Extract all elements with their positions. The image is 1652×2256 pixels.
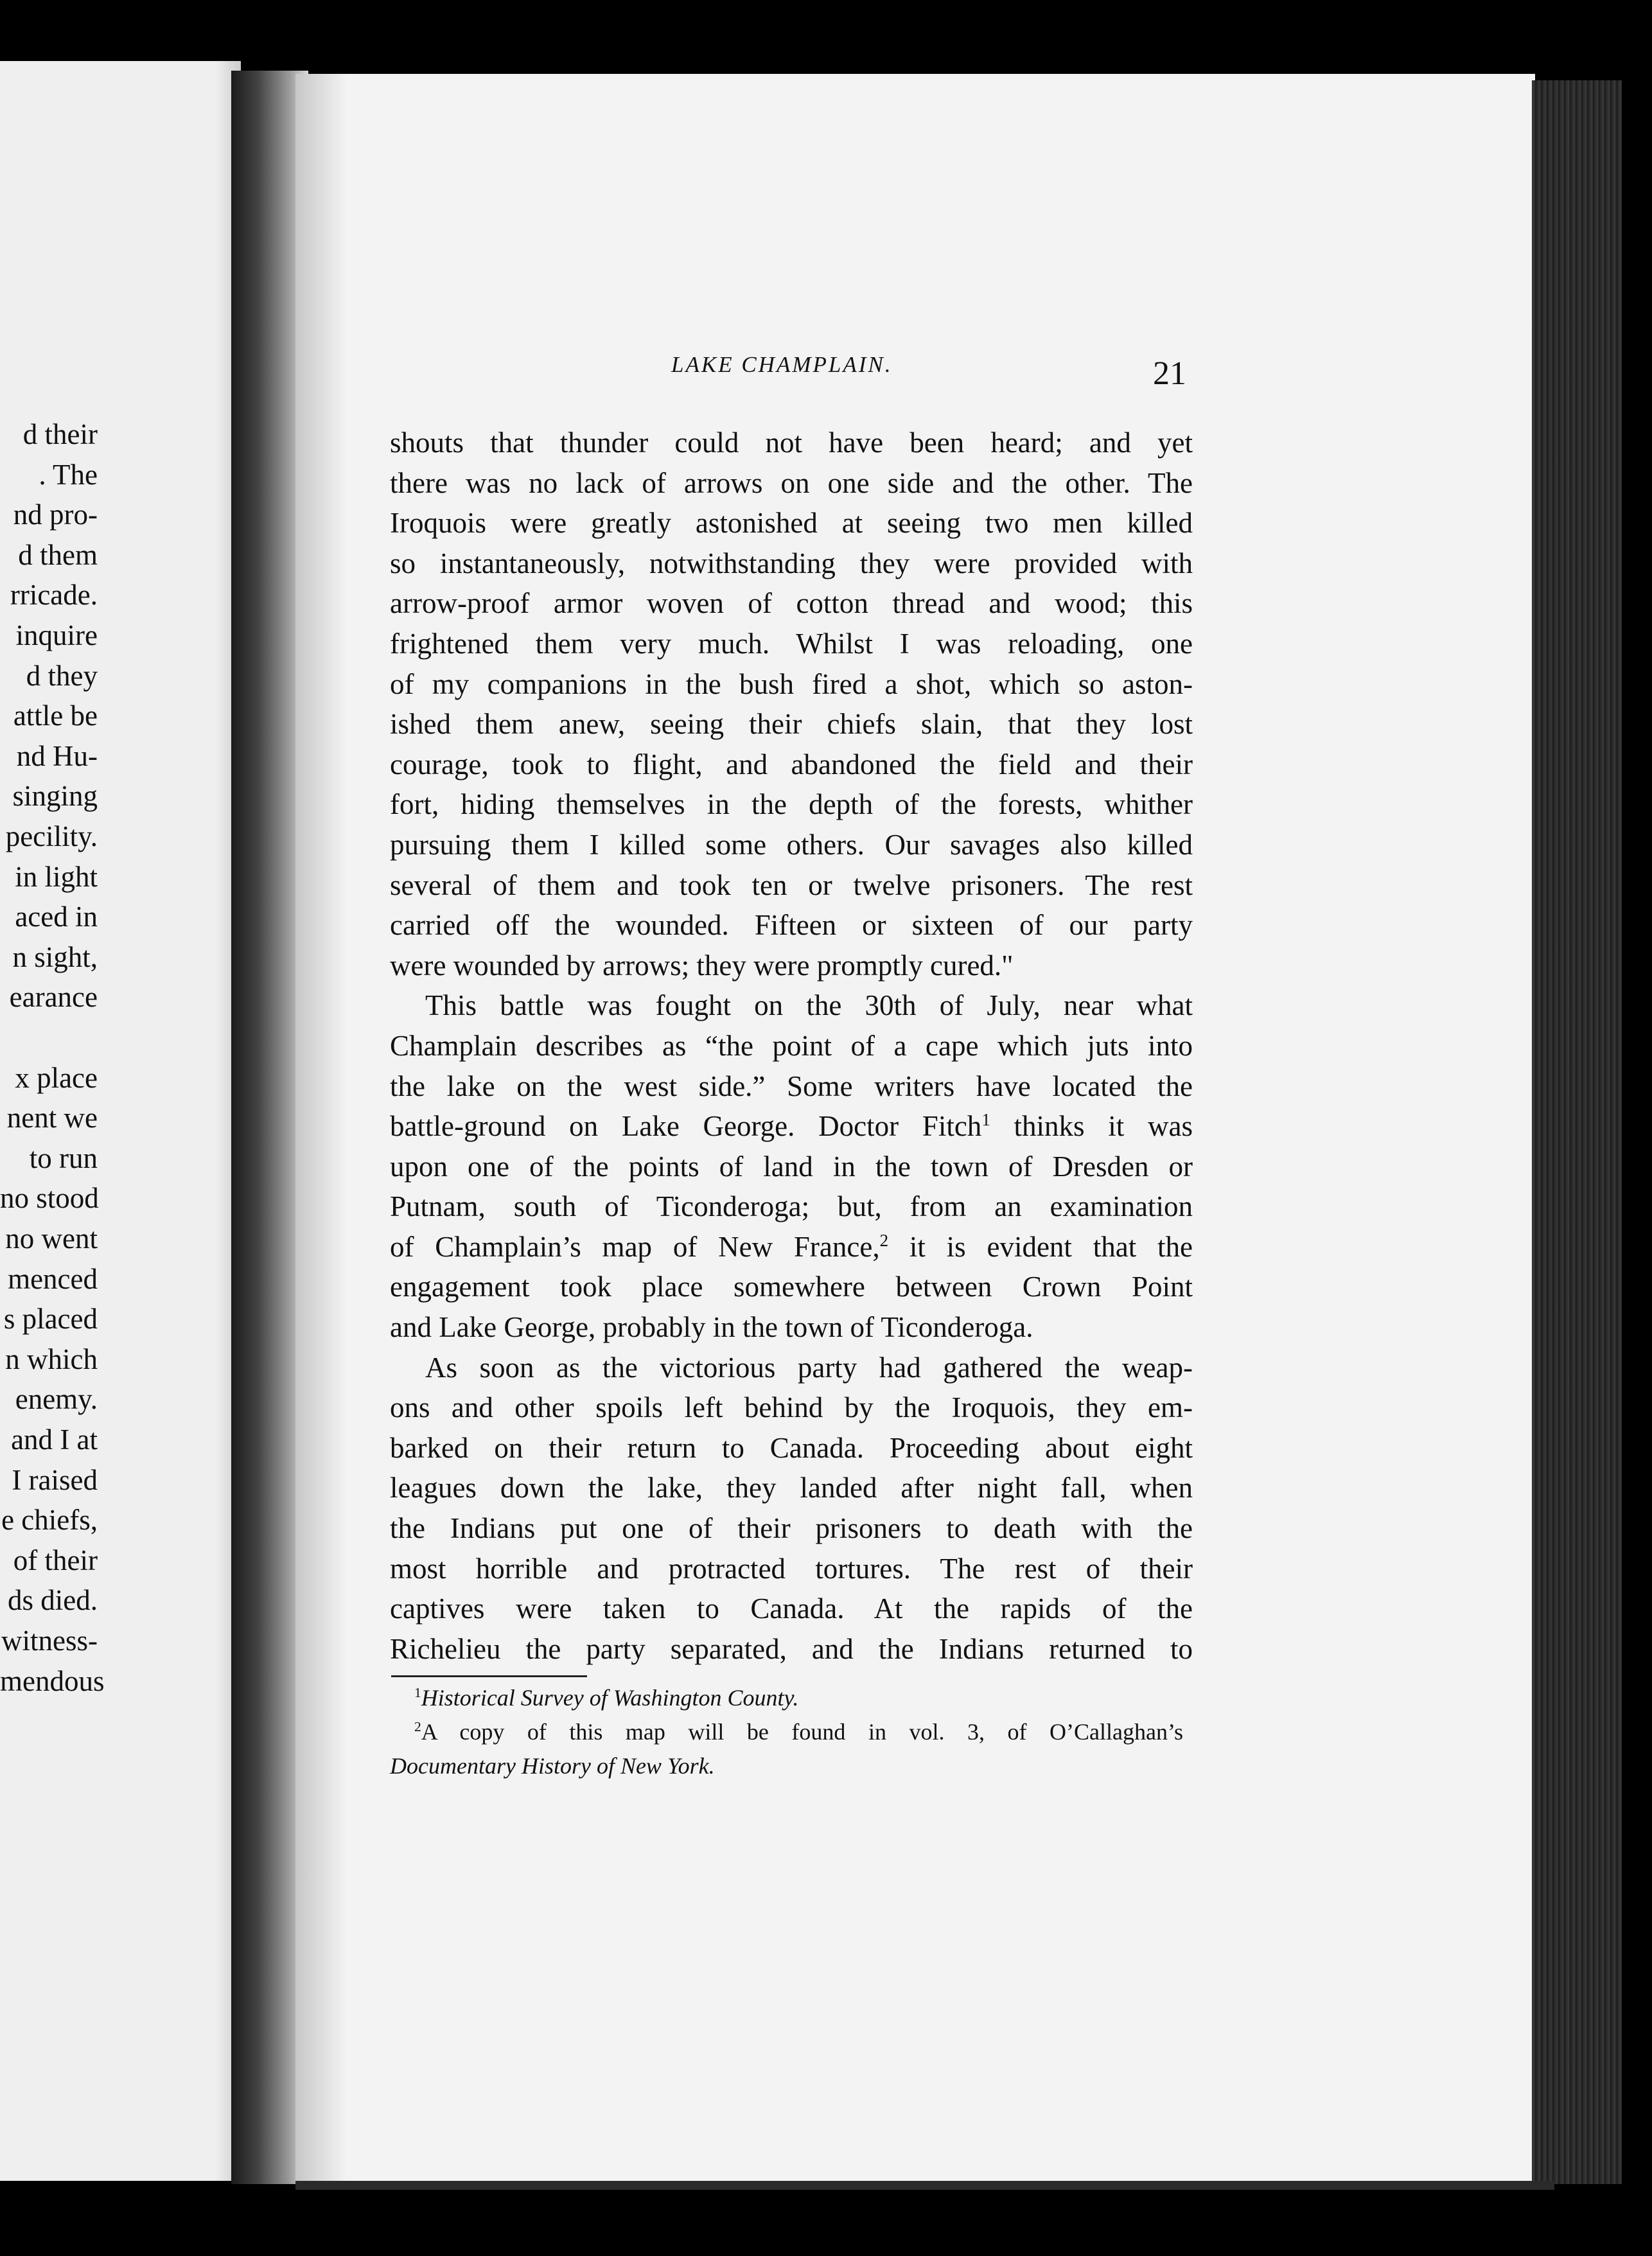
text-line: the lake on the west side.” Some writers have located the bbox=[390, 1070, 1193, 1102]
text-line: captives were taken to Canada. At the rapids of the bbox=[390, 1592, 1193, 1625]
previous-page-line-fragment: nd Hu- bbox=[16, 739, 98, 772]
previous-page-line-fragment: to run bbox=[29, 1141, 98, 1174]
previous-page-line-fragment: d their bbox=[22, 418, 98, 450]
previous-page-line-fragment: x place bbox=[15, 1061, 98, 1094]
page-number: 21 bbox=[1153, 355, 1186, 392]
previous-page-line-fragment: n sight, bbox=[12, 940, 98, 973]
text-line: the Indians put one of their prisoners to death with the bbox=[390, 1512, 1193, 1545]
previous-page-line-fragment: aced in bbox=[15, 901, 98, 933]
text-line: arrow-proof armor woven of cotton thread and wood; this bbox=[390, 587, 1193, 620]
previous-page-line-fragment: in light bbox=[15, 860, 98, 893]
text-line: Richelieu the party separated, and the Indians returned to bbox=[390, 1632, 1193, 1665]
text-line: of my companions in the bush fired a shot, which so aston- bbox=[390, 667, 1193, 700]
previous-page-line-fragment: enemy. bbox=[15, 1383, 98, 1416]
footnote-reference: 2 bbox=[879, 1230, 889, 1250]
text-line: barked on their return to Canada. Proceeding about eight bbox=[390, 1431, 1193, 1464]
footnote-reference: 1 bbox=[981, 1110, 990, 1130]
previous-page-line-fragment: attle be bbox=[13, 700, 98, 732]
footnote-1 bbox=[390, 1681, 1183, 1715]
text-line: leagues down the lake, they landed after night fall, when bbox=[390, 1472, 1193, 1504]
footnote-text: Historical Survey of Washington County. bbox=[421, 1685, 799, 1711]
body-text bbox=[390, 423, 1193, 1669]
text-fragment: thinks it was bbox=[1014, 1110, 1193, 1143]
running-head: LAKE CHAMPLAIN. bbox=[671, 352, 893, 377]
text-line: frightened them very much. Whilst I was reloading, one bbox=[390, 627, 1193, 660]
footnote-2 bbox=[390, 1715, 1183, 1749]
footnote-text: A copy of this map will be found in vol. 3, of O’Callaghan’s bbox=[421, 1719, 1183, 1745]
text-line: As soon as the victorious party had gathered the weap- bbox=[425, 1351, 1193, 1384]
text-line: were wounded by arrows; they were promptly cured." bbox=[390, 949, 1014, 982]
book-page-edges bbox=[1532, 80, 1622, 2184]
text-line: several of them and took ten or twelve prisoners. The rest bbox=[390, 868, 1193, 901]
text-fragment: battle-ground on Lake George. Doctor Fitch bbox=[390, 1110, 982, 1143]
page-shade bbox=[295, 74, 347, 2187]
previous-page-line-fragment: s placed bbox=[3, 1303, 98, 1335]
footnotes bbox=[390, 1681, 1183, 1783]
text-line: most horrible and protracted tortures. The rest of their bbox=[390, 1552, 1193, 1585]
text-line: Champlain describes as “the point of a cape which juts into bbox=[390, 1029, 1193, 1062]
book-bottom-edge bbox=[295, 2181, 1554, 2190]
text-line: Putnam, south of Ticonderoga; but, from an examination bbox=[390, 1190, 1193, 1223]
text-line: courage, took to flight, and abandoned the field and their bbox=[390, 748, 1193, 780]
previous-page-line-fragment: of their bbox=[13, 1544, 98, 1576]
previous-page-line-fragment: pecility. bbox=[5, 820, 98, 852]
previous-page-line-fragment: earance bbox=[9, 981, 98, 1014]
previous-page-line-fragment: I raised bbox=[12, 1463, 98, 1496]
text-line: ished them anew, seeing their chiefs slain, that they lost bbox=[390, 708, 1193, 741]
previous-page-line-fragment: and I at bbox=[11, 1423, 98, 1456]
text-line: engagement took place somewhere between Crown Point bbox=[390, 1271, 1193, 1303]
previous-page-line-fragment: nent we bbox=[6, 1102, 98, 1134]
previous-page-line-fragment: witness- bbox=[1, 1625, 98, 1657]
text-fragment: it is evident that the bbox=[909, 1230, 1193, 1263]
previous-page-text bbox=[0, 0, 241, 2256]
previous-page-line-fragment: nd pro- bbox=[13, 498, 98, 531]
text-line: upon one of the points of land in the town of Dresden or bbox=[390, 1150, 1193, 1183]
previous-page-line-fragment: ds died. bbox=[8, 1584, 98, 1617]
previous-page-line-fragment: d they bbox=[26, 659, 98, 692]
previous-page-line-fragment: rricade. bbox=[10, 579, 98, 612]
text-line-with-footnote bbox=[390, 1227, 1193, 1267]
text-line: carried off the wounded. Fifteen or sixteen of our party bbox=[390, 909, 1193, 942]
text-line: so instantaneously, notwithstanding they were provided with bbox=[390, 547, 1193, 579]
previous-page-line-fragment: e chiefs, bbox=[1, 1504, 98, 1537]
text-line: pursuing them I killed some others. Our savages also killed bbox=[390, 828, 1193, 861]
previous-page-line-fragment: n which bbox=[5, 1343, 98, 1375]
footnote-marker: 2 bbox=[414, 1719, 421, 1734]
previous-page-line-fragment: d them bbox=[18, 538, 98, 571]
text-line: shouts that thunder could not have been heard; and yet bbox=[390, 427, 1193, 459]
footnote-marker: 1 bbox=[414, 1685, 421, 1700]
text-line: there was no lack of arrows on one side and the other. The bbox=[390, 466, 1193, 499]
previous-page-line-fragment: no went bbox=[5, 1222, 98, 1255]
footnote-divider bbox=[391, 1675, 587, 1677]
previous-page-line-fragment: mendous bbox=[0, 1664, 105, 1697]
text-line-with-footnote bbox=[390, 1106, 1193, 1147]
text-line: ons and other spoils left behind by the Iroquois, they em- bbox=[390, 1391, 1193, 1424]
text-line: Iroquois were greatly astonished at seeing two men killed bbox=[390, 507, 1193, 540]
footnote-2-continued: Documentary History of New York. bbox=[390, 1753, 715, 1779]
text-line: fort, hiding themselves in the depth of the forests, whither bbox=[390, 788, 1193, 821]
previous-page-line-fragment: menced bbox=[8, 1262, 98, 1295]
previous-page-line-fragment: inquire bbox=[15, 619, 98, 651]
text-line: This battle was fought on the 30th of July, near what bbox=[425, 989, 1193, 1022]
previous-page-line-fragment: . The bbox=[39, 458, 98, 491]
previous-page-line-fragment: no stood bbox=[0, 1182, 99, 1215]
text-line: and Lake George, probably in the town of Ticonderoga. bbox=[390, 1311, 1033, 1344]
previous-page-line-fragment: singing bbox=[12, 780, 98, 813]
text-fragment: of Champlain’s map of New France, bbox=[390, 1230, 880, 1263]
